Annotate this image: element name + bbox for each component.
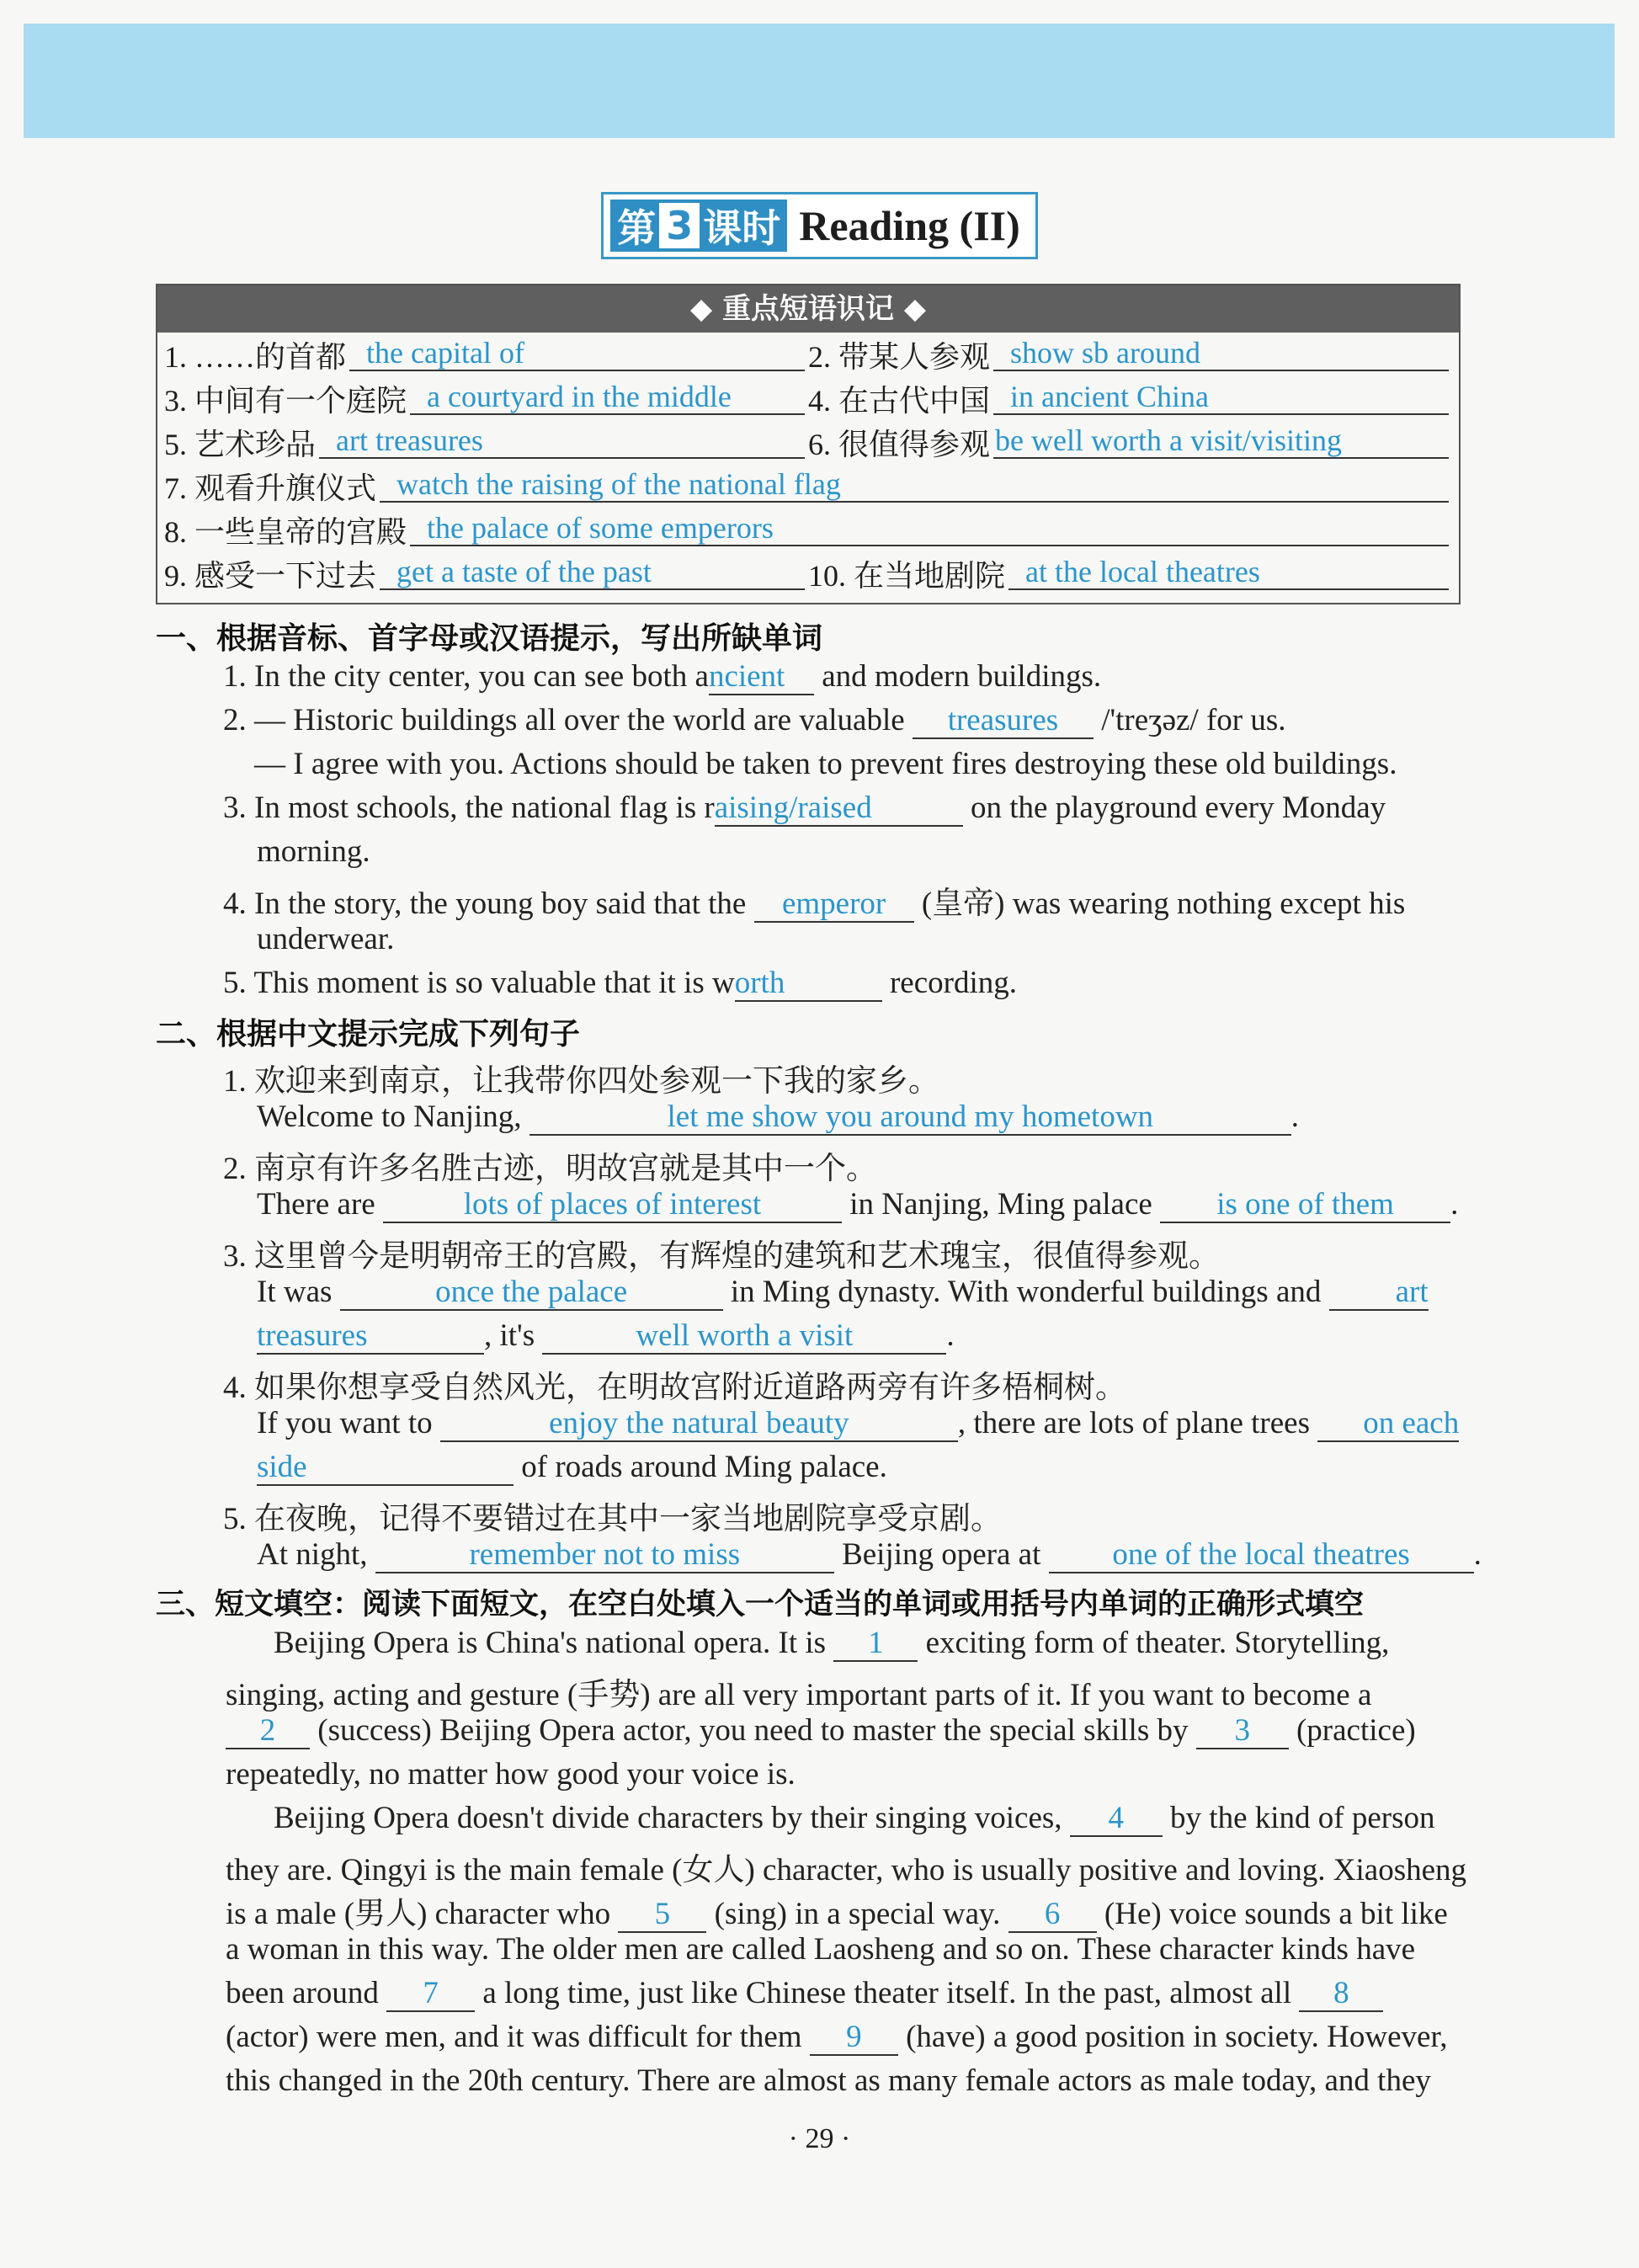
phrase-answer[interactable]: the capital of xyxy=(349,336,805,371)
question-text: 2. — Historic buildings all over the world are valuable xyxy=(223,703,905,737)
sentence-1 xyxy=(257,1099,1299,1136)
passage-line xyxy=(274,1800,1435,1837)
question-text: and modern buildings. xyxy=(822,659,1102,694)
sentence-text: of roads around Ming palace. xyxy=(521,1450,887,1484)
passage-line xyxy=(226,2019,1448,2056)
phrase-item xyxy=(164,465,1452,508)
phrase-label: 6. 很值得参观 xyxy=(808,428,991,461)
passage-text: (success) Beijing Opera actor, you need to master the special skills by xyxy=(317,1713,1189,1748)
answer-blank[interactable]: enjoy the natural beauty xyxy=(440,1407,958,1442)
question-text: 3. In most schools, the national flag is r xyxy=(223,791,715,825)
question-text: recording. xyxy=(889,966,1017,1000)
phrase-label: 7. 观看升旗仪式 xyxy=(164,471,377,505)
phrase-answer[interactable]: the palace of some emperors xyxy=(410,511,1449,546)
question-text: 1. In the city center, you can see both a xyxy=(223,659,709,694)
passage-line: a woman in this way. The older men are called Laosheng and so on. These character kinds have xyxy=(226,1932,1416,1967)
answer-blank[interactable]: treasures xyxy=(913,704,1094,739)
answer-blank[interactable]: 9 xyxy=(810,2020,898,2056)
key-phrases-header: ◆ 重点短语识记 ◆ xyxy=(157,285,1459,333)
passage-text: a long time, just like Chinese theater itself. In the past, almost all xyxy=(482,1976,1292,2010)
answer-blank[interactable]: once the palace xyxy=(340,1275,723,1311)
badge-number: 3 xyxy=(659,203,700,248)
sentence-text: , there are lots of plane trees xyxy=(957,1406,1310,1440)
passage-text: (practice) xyxy=(1296,1713,1416,1748)
sentence-text: At night, xyxy=(257,1537,368,1572)
question-text: (皇帝) was wearing nothing except his xyxy=(921,886,1406,921)
question-text: 4. In the story, the young boy said that the xyxy=(223,886,747,921)
passage-text: (have) a good position in society. However, xyxy=(906,2020,1448,2054)
question-4-cont: underwear. xyxy=(257,922,395,956)
sentence-text: . xyxy=(946,1318,955,1353)
badge-prefix: 第 xyxy=(617,205,657,251)
answer-blank[interactable]: art xyxy=(1329,1275,1429,1311)
question-text: on the playground every Monday xyxy=(970,791,1386,825)
phrase-row xyxy=(157,376,1459,420)
passage-text: (actor) were men, and it was difficult for them xyxy=(226,2020,802,2054)
passage-text: been around xyxy=(226,1976,379,2010)
part1-heading: 一、根据音标、首字母或汉语提示，写出所缺单词 xyxy=(156,621,823,656)
title-text: Reading (II) xyxy=(799,202,1020,249)
sentence-text: , it's xyxy=(484,1318,535,1353)
phrase-item xyxy=(164,377,808,420)
top-color-band xyxy=(24,24,1615,138)
phrase-item xyxy=(808,333,1452,376)
badge-suffix: 课时 xyxy=(703,205,781,251)
question-3-cont: morning. xyxy=(257,834,370,869)
passage-line: repeatedly, no matter how good your voice is. xyxy=(226,1757,796,1792)
answer-blank[interactable]: 7 xyxy=(386,1977,475,2012)
answer-blank[interactable]: 3 xyxy=(1196,1714,1289,1749)
answer-blank[interactable]: aising/raised xyxy=(715,791,963,827)
phrase-answer[interactable]: watch the raising of the national flag xyxy=(380,467,1449,503)
part3-heading: 三、短文填空：阅读下面短文，在空白处填入一个适当的单词或用括号内单词的正确形式填空 xyxy=(156,1588,1365,1621)
lesson-badge xyxy=(610,200,787,252)
sentence-text: There are xyxy=(257,1187,375,1222)
sentence-4-cont xyxy=(257,1449,887,1486)
phrase-item xyxy=(808,552,1452,595)
sentence-4-cn: 4. 如果你想享受自然风光，在明故宫附近道路两旁有许多梧桐树。 xyxy=(223,1371,1126,1405)
phrase-row xyxy=(157,551,1459,595)
passage-text: Beijing Opera is China's national opera. It is xyxy=(274,1626,827,1660)
sentence-5-cn: 5. 在夜晚，记得不要错过在其中一家当地剧院享受京剧。 xyxy=(223,1502,1002,1536)
sentence-2 xyxy=(257,1186,1458,1223)
answer-blank[interactable]: 2 xyxy=(226,1714,310,1749)
phrase-item xyxy=(808,377,1452,420)
passage-text: (sing) in a special way. xyxy=(714,1897,1001,1931)
answer-blank[interactable]: emperor xyxy=(754,887,914,923)
part2-heading: 二、根据中文提示完成下列句子 xyxy=(156,1017,581,1051)
question-5 xyxy=(223,965,1017,1002)
phrase-row xyxy=(157,333,1459,376)
sentence-text: . xyxy=(1290,1099,1300,1134)
phrase-answer[interactable]: at the local theatres xyxy=(1008,555,1449,590)
phrase-answer[interactable]: a courtyard in the middle xyxy=(410,380,805,415)
answer-blank[interactable]: 5 xyxy=(618,1898,706,1933)
phrase-label: 8. 一些皇帝的宫殿 xyxy=(164,515,407,549)
answer-blank[interactable]: on each xyxy=(1317,1407,1459,1442)
question-2 xyxy=(223,702,1286,739)
sentence-text: . xyxy=(1450,1187,1459,1222)
answer-blank[interactable]: orth xyxy=(735,966,882,1002)
passage-text: by the kind of person xyxy=(1170,1801,1435,1835)
phrase-label: 9. 感受一下过去 xyxy=(164,559,377,593)
sentence-1-cn: 1. 欢迎来到南京，让我带你四处参观一下我的家乡。 xyxy=(223,1064,939,1099)
question-text: 5. This moment is so valuable that it is w xyxy=(223,966,735,1000)
phrase-label: 4. 在古代中国 xyxy=(808,384,991,418)
sentence-text: in Nanjing, Ming palace xyxy=(849,1187,1152,1222)
passage-line xyxy=(226,1712,1416,1749)
sentence-5 xyxy=(257,1536,1482,1573)
sentence-3-cn: 3. 这里曾今是明朝帝王的宫殿，有辉煌的建筑和艺术瑰宝，很值得参观。 xyxy=(223,1239,1220,1274)
phrase-label: 1. ……的首都 xyxy=(164,340,347,374)
phrase-row xyxy=(157,508,1459,551)
sentence-text: . xyxy=(1473,1537,1482,1572)
sentence-4 xyxy=(257,1405,1459,1442)
passage-text: (He) voice sounds a bit like xyxy=(1104,1897,1448,1931)
phrase-answer[interactable]: get a taste of the past xyxy=(380,555,805,590)
answer-blank[interactable]: treasures xyxy=(257,1319,484,1355)
page-number: · 29 · xyxy=(788,2123,851,2154)
phrase-label: 5. 艺术珍品 xyxy=(164,428,317,461)
answer-blank[interactable]: let me show you around my hometown xyxy=(529,1100,1291,1136)
sentence-text: in Ming dynasty. With wonderful buildings and xyxy=(730,1275,1322,1309)
phrase-label: 3. 中间有一个庭院 xyxy=(164,384,407,418)
question-2-reply: — I agree with you. Actions should be taken to prevent fires destroying these old buildings. xyxy=(254,747,1397,781)
passage-line xyxy=(226,1975,1383,2012)
phrase-label: 2. 带某人参观 xyxy=(808,340,991,374)
passage-text: is a male (男人) character who xyxy=(226,1897,611,1931)
answer-blank[interactable]: lots of places of interest xyxy=(383,1188,842,1223)
question-4 xyxy=(223,877,1405,923)
answer-blank[interactable]: side xyxy=(257,1451,514,1486)
phrase-row xyxy=(157,464,1459,508)
answer-blank[interactable]: 4 xyxy=(1070,1802,1163,1837)
question-3 xyxy=(223,790,1386,827)
sentence-text: If you want to xyxy=(257,1406,433,1440)
phrase-row xyxy=(157,420,1459,464)
answer-blank[interactable]: 6 xyxy=(1008,1898,1097,1933)
passage-line xyxy=(226,1887,1448,1933)
answer-blank[interactable]: ncient xyxy=(709,660,814,695)
phrase-item xyxy=(164,552,808,595)
answer-blank[interactable]: well worth a visit xyxy=(542,1319,946,1355)
answer-blank[interactable]: is one of them xyxy=(1160,1188,1450,1223)
passage-line: singing, acting and gesture (手势) are all very important parts of it. If you want to become a xyxy=(226,1678,1372,1712)
phrase-answer[interactable]: art treasures xyxy=(319,423,805,459)
passage-line xyxy=(274,1625,1389,1662)
sentence-2-cn: 2. 南京有许多名胜古迹，明故宫就是其中一个。 xyxy=(223,1152,877,1186)
passage-line: this changed in the 20th century. There are almost as many female actors as male today, and they xyxy=(226,2063,1431,2098)
answer-blank[interactable]: one of the local theatres xyxy=(1049,1538,1474,1573)
phrase-answer[interactable]: show sb around xyxy=(993,336,1449,371)
phrase-item xyxy=(164,333,808,376)
question-text: /'treʒəz/ for us. xyxy=(1101,703,1286,737)
answer-blank[interactable]: 8 xyxy=(1299,1977,1383,2012)
phrase-item xyxy=(808,421,1452,464)
answer-blank[interactable]: 1 xyxy=(833,1626,918,1662)
answer-blank[interactable]: remember not to miss xyxy=(375,1538,834,1573)
sentence-text: Beijing opera at xyxy=(842,1537,1041,1572)
phrase-answer[interactable]: be well worth a visit/visiting xyxy=(993,423,1449,459)
passage-text: Beijing Opera doesn't divide characters by their singing voices, xyxy=(274,1801,1062,1835)
sentence-3-cont xyxy=(257,1318,955,1355)
sentence-3 xyxy=(257,1274,1429,1311)
sentence-text: Welcome to Nanjing, xyxy=(257,1099,522,1134)
phrase-answer[interactable]: in ancient China xyxy=(993,380,1449,415)
title-box xyxy=(601,192,1038,259)
sentence-text: It was xyxy=(257,1275,333,1309)
lesson-title xyxy=(0,192,1639,259)
phrase-item xyxy=(164,421,808,464)
phrase-label: 10. 在当地剧院 xyxy=(808,559,1006,593)
phrase-item xyxy=(164,508,1452,551)
question-1 xyxy=(223,658,1101,695)
passage-text: exciting form of theater. Storytelling, xyxy=(925,1626,1390,1660)
passage-line: they are. Qingyi is the main female (女人) character, who is usually positive and loving. Xiaosheng xyxy=(226,1853,1467,1887)
key-phrases-box xyxy=(156,284,1461,604)
